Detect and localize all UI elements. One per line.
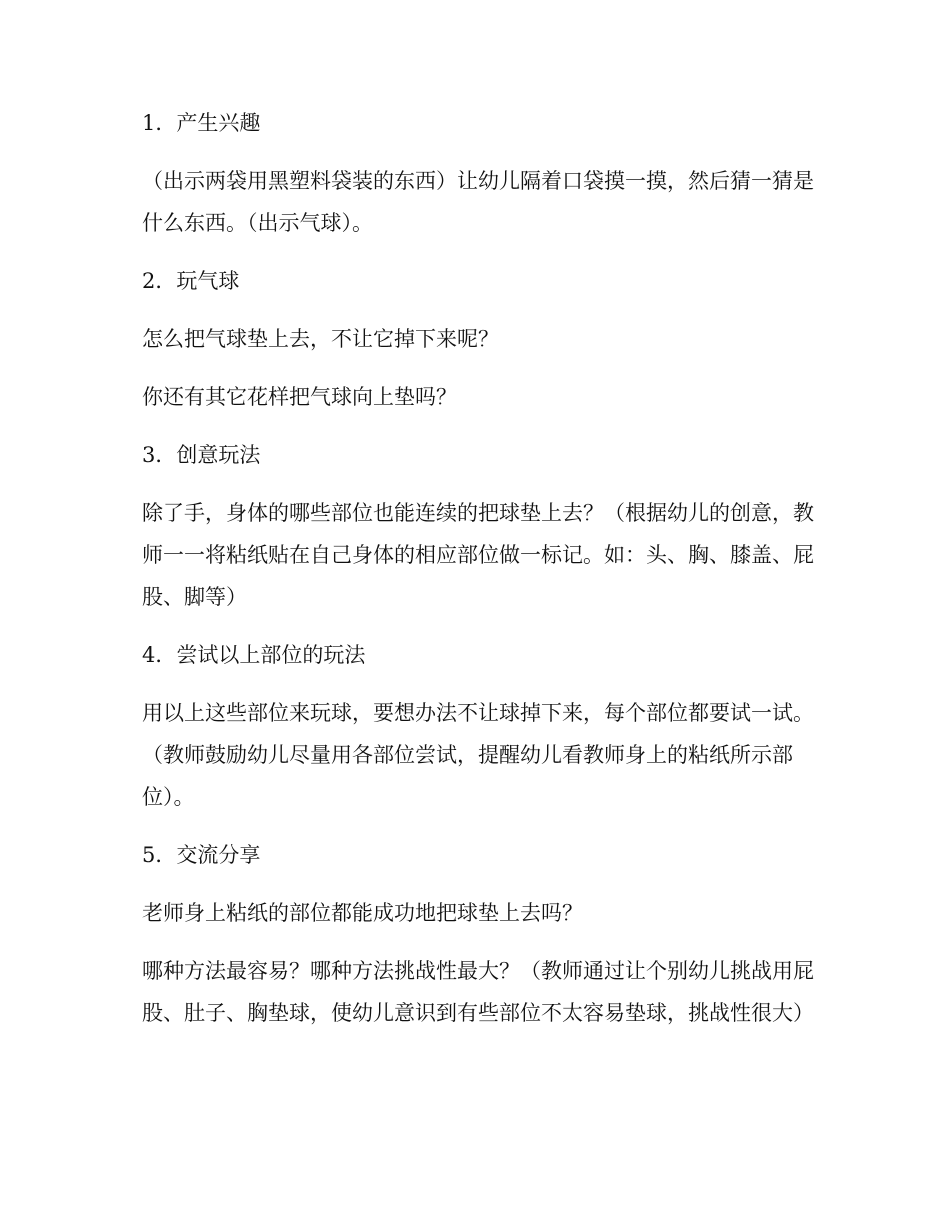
section-heading-try-parts: 4．尝试以上部位的玩法 xyxy=(142,643,366,667)
section-heading-play-balloon: 2．玩气球 xyxy=(142,269,240,293)
paragraph-play-question-2: 你还有其它花样把气球向上垫吗？ xyxy=(142,385,457,409)
section-heading-creative-play: 3．创意玩法 xyxy=(142,443,261,467)
section-heading-interest: 1．产生兴趣 xyxy=(142,111,261,135)
paragraph-share-question-2: 哪种方法最容易？哪种方法挑战性最大？（教师通过让个别幼儿挑战用屁股、肚子、胸垫球，使幼儿意识到有些部位不太容易垫球，挑战性很大） xyxy=(142,959,814,1025)
paragraph-share-question-1: 老师身上粘纸的部位都能成功地把球垫上去吗？ xyxy=(142,901,583,925)
section-heading-share: 5．交流分享 xyxy=(142,843,261,867)
document-body xyxy=(142,102,822,1050)
paragraph-try-parts: 用以上这些部位来玩球，要想办法不让球掉下来，每个部位都要试一试。（教师鼓励幼儿尽量用各部位尝试，提醒幼儿看教师身上的粘纸所示部位）。 xyxy=(142,701,814,809)
paragraph-play-question-1: 怎么把气球垫上去，不让它掉下来呢？ xyxy=(142,327,499,351)
paragraph-interest-intro: （出示两袋用黑塑料袋装的东西）让幼儿隔着口袋摸一摸，然后猜一猜是什么东西。（出示气球）。 xyxy=(142,169,814,235)
paragraph-creative-play: 除了手，身体的哪些部位也能连续的把球垫上去？（根据幼儿的创意，教师一一将粘纸贴在自己身体的相应部位做一标记。如：头、胸、膝盖、屁股、脚等） xyxy=(142,501,814,609)
